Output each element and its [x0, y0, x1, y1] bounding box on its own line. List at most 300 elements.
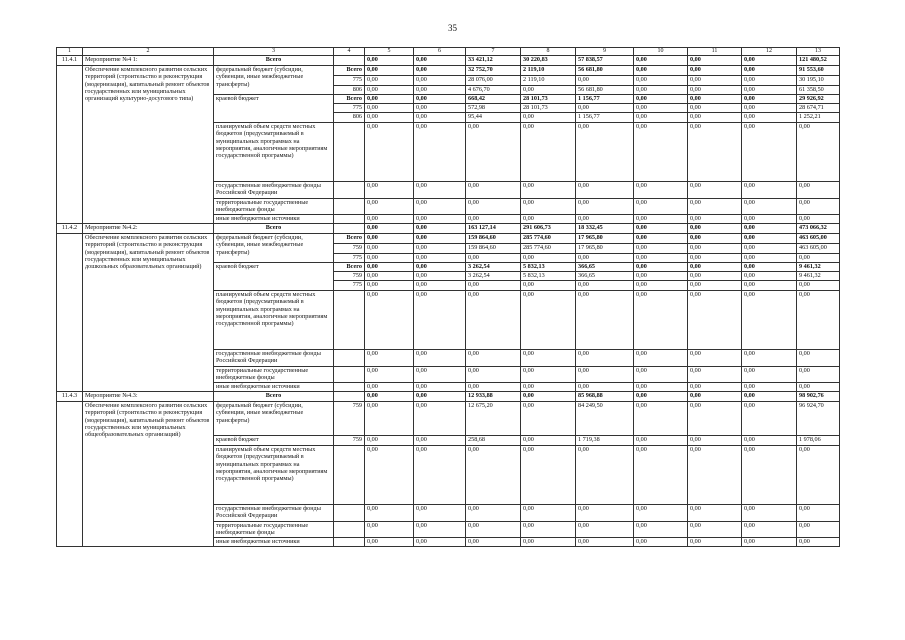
funding-source-cell: краевой бюджет: [214, 263, 334, 291]
value-cell-11: 0,00: [688, 104, 742, 113]
code-cell: 759: [334, 402, 365, 436]
column-number: 9: [576, 48, 634, 56]
column-number: 1: [57, 48, 83, 56]
value-cell-10: 0,00: [634, 95, 688, 104]
value-cell-12: 0,00: [742, 350, 797, 367]
value-cell-13: 9 461,32: [797, 263, 840, 272]
code-cell: Всего: [334, 263, 365, 272]
value-cell-10: 0,00: [634, 383, 688, 392]
column-number: 12: [742, 48, 797, 56]
value-cell-8: 2 119,10: [521, 76, 576, 86]
value-cell-10: 0,00: [634, 182, 688, 199]
funding-source-cell: федеральный бюджет (субсидии, субвенции, иные межбюджетные трансферты): [214, 66, 334, 95]
value-cell-8: 0,00: [521, 182, 576, 199]
row-number-cell: 11.4.2: [57, 224, 83, 234]
value-cell-7: 0,00: [466, 199, 521, 215]
column-number: 10: [634, 48, 688, 56]
value-cell-9: 366,65: [576, 263, 634, 272]
value-cell-5: 0,00: [365, 113, 414, 123]
value-cell-7: 163 127,14: [466, 224, 521, 234]
value-cell-10: 0,00: [634, 104, 688, 113]
value-cell-11: 0,00: [688, 392, 742, 402]
value-cell-9: 0,00: [576, 254, 634, 263]
row-number-cell: [57, 402, 83, 547]
value-cell-5: 0,00: [365, 392, 414, 402]
code-cell: [334, 350, 365, 367]
code-cell: [334, 182, 365, 199]
funding-source-cell: федеральный бюджет (субсидии, субвенции, иные межбюджетные трансферты): [214, 234, 334, 263]
value-cell-11: 0,00: [688, 505, 742, 522]
value-cell-9: 0,00: [576, 446, 634, 505]
value-cell-6: 0,00: [414, 254, 466, 263]
code-cell: 759: [334, 244, 365, 254]
value-cell-13: 28 674,71: [797, 104, 840, 113]
value-cell-7: 0,00: [466, 281, 521, 291]
code-cell: 775: [334, 254, 365, 263]
column-number: 3: [214, 48, 334, 56]
value-cell-8: 0,00: [521, 199, 576, 215]
code-cell: [334, 215, 365, 224]
value-cell-9: 1 156,77: [576, 113, 634, 123]
value-cell-8: 285 774,60: [521, 234, 576, 244]
value-cell-10: 0,00: [634, 199, 688, 215]
value-cell-10: 0,00: [634, 244, 688, 254]
code-cell: [334, 123, 365, 182]
value-cell-10: 0,00: [634, 263, 688, 272]
funding-source-cell: Всего: [214, 392, 334, 402]
value-cell-9: 17 965,80: [576, 234, 634, 244]
value-cell-5: 0,00: [365, 254, 414, 263]
value-cell-8: 0,00: [521, 86, 576, 95]
code-cell: Всего: [334, 234, 365, 244]
value-cell-6: 0,00: [414, 234, 466, 244]
value-cell-5: 0,00: [365, 199, 414, 215]
value-cell-12: 0,00: [742, 446, 797, 505]
value-cell-11: 0,00: [688, 244, 742, 254]
value-cell-5: 0,00: [365, 436, 414, 446]
value-cell-6: 0,00: [414, 350, 466, 367]
value-cell-13: 29 926,92: [797, 95, 840, 104]
value-cell-8: 0,00: [521, 505, 576, 522]
value-cell-7: 12 675,20: [466, 402, 521, 436]
value-cell-12: 0,00: [742, 123, 797, 182]
funding-source-cell: территориальные государственные внебюджетные фонды: [214, 367, 334, 383]
value-cell-5: 0,00: [365, 446, 414, 505]
value-cell-12: 0,00: [742, 522, 797, 538]
value-cell-9: 0,00: [576, 350, 634, 367]
value-cell-6: 0,00: [414, 244, 466, 254]
value-cell-12: 0,00: [742, 95, 797, 104]
value-cell-6: 0,00: [414, 95, 466, 104]
value-cell-7: 668,42: [466, 95, 521, 104]
funding-source-cell: иные внебюджетные источники: [214, 538, 334, 547]
value-cell-9: 0,00: [576, 76, 634, 86]
value-cell-6: 0,00: [414, 392, 466, 402]
value-cell-11: 0,00: [688, 215, 742, 224]
value-cell-13: 0,00: [797, 383, 840, 392]
value-cell-5: 0,00: [365, 505, 414, 522]
value-cell-6: 0,00: [414, 104, 466, 113]
column-number: 5: [365, 48, 414, 56]
value-cell-8: 0,00: [521, 383, 576, 392]
value-cell-6: 0,00: [414, 383, 466, 392]
value-cell-12: 0,00: [742, 392, 797, 402]
value-cell-8: 0,00: [521, 367, 576, 383]
code-cell: [334, 505, 365, 522]
value-cell-9: 84 249,50: [576, 402, 634, 436]
value-cell-9: 1 156,77: [576, 95, 634, 104]
table-row: [57, 392, 840, 402]
value-cell-10: 0,00: [634, 56, 688, 66]
value-cell-7: 0,00: [466, 215, 521, 224]
value-cell-9: 0,00: [576, 505, 634, 522]
value-cell-6: 0,00: [414, 436, 466, 446]
code-cell: 759: [334, 436, 365, 446]
page-number: 35: [448, 23, 457, 33]
value-cell-9: 0,00: [576, 104, 634, 113]
value-cell-6: 0,00: [414, 123, 466, 182]
value-cell-12: 0,00: [742, 86, 797, 95]
value-cell-12: 0,00: [742, 234, 797, 244]
value-cell-5: 0,00: [365, 281, 414, 291]
code-cell: Всего: [334, 66, 365, 76]
value-cell-10: 0,00: [634, 402, 688, 436]
value-cell-7: 3 262,54: [466, 272, 521, 281]
value-cell-6: 0,00: [414, 505, 466, 522]
value-cell-5: 0,00: [365, 244, 414, 254]
value-cell-10: 0,00: [634, 234, 688, 244]
value-cell-12: 0,00: [742, 182, 797, 199]
value-cell-5: 0,00: [365, 350, 414, 367]
value-cell-12: 0,00: [742, 104, 797, 113]
funding-source-cell: государственные внебюджетные фонды Российской Федерации: [214, 350, 334, 367]
value-cell-11: 0,00: [688, 234, 742, 244]
event-title-cell: Мероприятие №4.3:: [83, 392, 214, 402]
value-cell-6: 0,00: [414, 215, 466, 224]
code-cell: 775: [334, 281, 365, 291]
value-cell-5: 0,00: [365, 272, 414, 281]
value-cell-7: 0,00: [466, 505, 521, 522]
value-cell-11: 0,00: [688, 95, 742, 104]
funding-source-cell: краевой бюджет: [214, 95, 334, 123]
value-cell-10: 0,00: [634, 254, 688, 263]
value-cell-7: 0,00: [466, 123, 521, 182]
value-cell-7: 572,98: [466, 104, 521, 113]
value-cell-7: 0,00: [466, 291, 521, 350]
funding-source-cell: Всего: [214, 224, 334, 234]
value-cell-9: 0,00: [576, 182, 634, 199]
value-cell-5: 0,00: [365, 538, 414, 547]
value-cell-10: 0,00: [634, 538, 688, 547]
value-cell-10: 0,00: [634, 392, 688, 402]
value-cell-9: 85 968,88: [576, 392, 634, 402]
value-cell-7: 12 933,88: [466, 392, 521, 402]
table-row: [57, 402, 840, 436]
value-cell-9: 0,00: [576, 215, 634, 224]
value-cell-5: 0,00: [365, 56, 414, 66]
value-cell-13: 1 978,06: [797, 436, 840, 446]
funding-source-cell: иные внебюджетные источники: [214, 383, 334, 392]
value-cell-5: 0,00: [365, 402, 414, 436]
value-cell-8: 0,00: [521, 123, 576, 182]
value-cell-9: 366,65: [576, 272, 634, 281]
code-cell: [334, 392, 365, 402]
value-cell-10: 0,00: [634, 76, 688, 86]
value-cell-6: 0,00: [414, 86, 466, 95]
value-cell-10: 0,00: [634, 291, 688, 350]
value-cell-7: 0,00: [466, 522, 521, 538]
value-cell-12: 0,00: [742, 66, 797, 76]
value-cell-7: 0,00: [466, 254, 521, 263]
column-number: 8: [521, 48, 576, 56]
value-cell-5: 0,00: [365, 95, 414, 104]
value-cell-10: 0,00: [634, 367, 688, 383]
value-cell-10: 0,00: [634, 224, 688, 234]
value-cell-11: 0,00: [688, 402, 742, 436]
table-row: [57, 234, 840, 244]
event-title-cell: Мероприятие №4.2:: [83, 224, 214, 234]
value-cell-5: 0,00: [365, 215, 414, 224]
value-cell-13: 9 461,32: [797, 272, 840, 281]
value-cell-11: 0,00: [688, 182, 742, 199]
code-cell: [334, 522, 365, 538]
value-cell-12: 0,00: [742, 291, 797, 350]
value-cell-9: 17 965,80: [576, 244, 634, 254]
value-cell-13: 0,00: [797, 182, 840, 199]
value-cell-7: 159 864,60: [466, 244, 521, 254]
value-cell-6: 0,00: [414, 263, 466, 272]
funding-source-cell: планируемый объем средств местных бюджетов (предусматриваемый в муниципальных программах на мероприятия, аналогичные мероприятиям государственной программы): [214, 291, 334, 350]
value-cell-13: 0,00: [797, 505, 840, 522]
value-cell-12: 0,00: [742, 76, 797, 86]
value-cell-5: 0,00: [365, 224, 414, 234]
value-cell-13: 0,00: [797, 199, 840, 215]
value-cell-8: 28 101,73: [521, 95, 576, 104]
funding-source-cell: иные внебюджетные источники: [214, 215, 334, 224]
column-number: 11: [688, 48, 742, 56]
value-cell-10: 0,00: [634, 436, 688, 446]
value-cell-8: 0,00: [521, 350, 576, 367]
value-cell-10: 0,00: [634, 505, 688, 522]
event-description-cell: Обеспечение комплексного развития сельских территорий (строительство и реконструкция (модернизация), капитальный ремонт объектов государственных или муниципальных дошкольных образовательных организаций): [83, 234, 214, 392]
value-cell-9: 0,00: [576, 123, 634, 182]
funding-source-cell: планируемый объем средств местных бюджетов (предусматриваемый в муниципальных программах на мероприятия, аналогичные мероприятиям государственной программы): [214, 123, 334, 182]
value-cell-13: 91 553,60: [797, 66, 840, 76]
code-cell: 806: [334, 113, 365, 123]
table-row: [57, 224, 840, 234]
value-cell-9: 0,00: [576, 367, 634, 383]
value-cell-8: 0,00: [521, 281, 576, 291]
value-cell-10: 0,00: [634, 113, 688, 123]
value-cell-5: 0,00: [365, 234, 414, 244]
value-cell-6: 0,00: [414, 446, 466, 505]
value-cell-11: 0,00: [688, 254, 742, 263]
value-cell-13: 0,00: [797, 254, 840, 263]
funding-source-cell: территориальные государственные внебюджетные фонды: [214, 522, 334, 538]
value-cell-12: 0,00: [742, 281, 797, 291]
value-cell-7: 33 421,12: [466, 56, 521, 66]
column-number-row: [57, 48, 840, 56]
event-description-cell: Обеспечение комплексного развития сельских территорий (строительство и реконструкция (модернизация), капитальный ремонт объектов государственных или муниципальных организаций культурно-досугового типа): [83, 66, 214, 224]
value-cell-5: 0,00: [365, 291, 414, 350]
value-cell-13: 0,00: [797, 522, 840, 538]
funding-source-cell: планируемый объем средств местных бюджетов (предусматриваемый в муниципальных программах на мероприятия, аналогичные мероприятиям государственной программы): [214, 446, 334, 505]
value-cell-8: 0,00: [521, 113, 576, 123]
value-cell-11: 0,00: [688, 263, 742, 272]
value-cell-8: 5 832,13: [521, 272, 576, 281]
value-cell-11: 0,00: [688, 522, 742, 538]
value-cell-10: 0,00: [634, 86, 688, 95]
value-cell-13: 0,00: [797, 446, 840, 505]
code-cell: [334, 199, 365, 215]
value-cell-8: 30 220,83: [521, 56, 576, 66]
value-cell-11: 0,00: [688, 86, 742, 95]
value-cell-13: 121 480,52: [797, 56, 840, 66]
value-cell-10: 0,00: [634, 350, 688, 367]
value-cell-12: 0,00: [742, 538, 797, 547]
value-cell-5: 0,00: [365, 263, 414, 272]
value-cell-7: 0,00: [466, 367, 521, 383]
value-cell-11: 0,00: [688, 281, 742, 291]
value-cell-8: 0,00: [521, 392, 576, 402]
value-cell-12: 0,00: [742, 272, 797, 281]
code-cell: 775: [334, 76, 365, 86]
value-cell-12: 0,00: [742, 367, 797, 383]
value-cell-9: 57 838,57: [576, 56, 634, 66]
value-cell-13: 0,00: [797, 123, 840, 182]
value-cell-6: 0,00: [414, 538, 466, 547]
value-cell-6: 0,00: [414, 56, 466, 66]
column-number: 13: [797, 48, 840, 56]
code-cell: [334, 56, 365, 66]
value-cell-12: 0,00: [742, 224, 797, 234]
value-cell-12: 0,00: [742, 56, 797, 66]
code-cell: [334, 367, 365, 383]
code-cell: [334, 224, 365, 234]
value-cell-6: 0,00: [414, 113, 466, 123]
funding-source-cell: краевой бюджет: [214, 436, 334, 446]
value-cell-11: 0,00: [688, 199, 742, 215]
value-cell-13: 463 605,00: [797, 244, 840, 254]
value-cell-6: 0,00: [414, 224, 466, 234]
value-cell-11: 0,00: [688, 383, 742, 392]
value-cell-13: 0,00: [797, 350, 840, 367]
code-cell: 775: [334, 104, 365, 113]
value-cell-12: 0,00: [742, 263, 797, 272]
value-cell-9: 0,00: [576, 383, 634, 392]
value-cell-6: 0,00: [414, 199, 466, 215]
value-cell-11: 0,00: [688, 350, 742, 367]
column-number: 2: [83, 48, 214, 56]
value-cell-11: 0,00: [688, 367, 742, 383]
value-cell-10: 0,00: [634, 66, 688, 76]
row-number-cell: 11.4.1: [57, 56, 83, 66]
value-cell-9: 0,00: [576, 291, 634, 350]
table-row: [57, 56, 840, 66]
value-cell-13: 96 924,70: [797, 402, 840, 436]
value-cell-6: 0,00: [414, 522, 466, 538]
code-cell: [334, 538, 365, 547]
value-cell-7: 0,00: [466, 383, 521, 392]
column-number: 7: [466, 48, 521, 56]
value-cell-12: 0,00: [742, 244, 797, 254]
value-cell-8: 285 774,60: [521, 244, 576, 254]
value-cell-9: 1 719,38: [576, 436, 634, 446]
value-cell-8: 0,00: [521, 291, 576, 350]
value-cell-8: 0,00: [521, 522, 576, 538]
table-row: [57, 66, 840, 76]
value-cell-11: 0,00: [688, 446, 742, 505]
value-cell-11: 0,00: [688, 76, 742, 86]
value-cell-10: 0,00: [634, 215, 688, 224]
code-cell: [334, 446, 365, 505]
value-cell-10: 0,00: [634, 123, 688, 182]
code-cell: [334, 383, 365, 392]
value-cell-13: 0,00: [797, 215, 840, 224]
value-cell-10: 0,00: [634, 522, 688, 538]
value-cell-12: 0,00: [742, 436, 797, 446]
code-cell: [334, 291, 365, 350]
value-cell-7: 0,00: [466, 538, 521, 547]
value-cell-8: 0,00: [521, 402, 576, 436]
value-cell-10: 0,00: [634, 281, 688, 291]
value-cell-5: 0,00: [365, 522, 414, 538]
column-number: 4: [334, 48, 365, 56]
value-cell-11: 0,00: [688, 113, 742, 123]
budget-table: [56, 47, 840, 547]
value-cell-13: 0,00: [797, 281, 840, 291]
value-cell-13: 0,00: [797, 538, 840, 547]
funding-source-cell: территориальные государственные внебюджетные фонды: [214, 199, 334, 215]
value-cell-11: 0,00: [688, 123, 742, 182]
row-number-cell: 11.4.3: [57, 392, 83, 402]
value-cell-12: 0,00: [742, 215, 797, 224]
value-cell-13: 1 252,21: [797, 113, 840, 123]
value-cell-6: 0,00: [414, 281, 466, 291]
value-cell-7: 0,00: [466, 182, 521, 199]
value-cell-5: 0,00: [365, 104, 414, 113]
funding-source-cell: Всего: [214, 56, 334, 66]
value-cell-9: 0,00: [576, 281, 634, 291]
value-cell-9: 56 681,80: [576, 66, 634, 76]
value-cell-5: 0,00: [365, 86, 414, 95]
value-cell-8: 0,00: [521, 538, 576, 547]
value-cell-13: 463 605,00: [797, 234, 840, 244]
value-cell-11: 0,00: [688, 56, 742, 66]
value-cell-12: 0,00: [742, 254, 797, 263]
event-title-cell: Мероприятие №4 1:: [83, 56, 214, 66]
value-cell-8: 0,00: [521, 436, 576, 446]
value-cell-12: 0,00: [742, 383, 797, 392]
funding-source-cell: государственные внебюджетные фонды Российской Федерации: [214, 182, 334, 199]
value-cell-6: 0,00: [414, 66, 466, 76]
funding-source-cell: федеральный бюджет (субсидии, субвенции, иные межбюджетные трансферты): [214, 402, 334, 436]
value-cell-9: 0,00: [576, 199, 634, 215]
value-cell-13: 61 358,50: [797, 86, 840, 95]
value-cell-5: 0,00: [365, 76, 414, 86]
value-cell-11: 0,00: [688, 224, 742, 234]
column-number: 6: [414, 48, 466, 56]
value-cell-6: 0,00: [414, 182, 466, 199]
value-cell-12: 0,00: [742, 402, 797, 436]
value-cell-8: 291 606,73: [521, 224, 576, 234]
value-cell-10: 0,00: [634, 272, 688, 281]
value-cell-7: 4 676,70: [466, 86, 521, 95]
value-cell-7: 0,00: [466, 446, 521, 505]
value-cell-6: 0,00: [414, 367, 466, 383]
value-cell-6: 0,00: [414, 402, 466, 436]
event-description-cell: Обеспечение комплексного развития сельских территорий (строительство и реконструкция (модернизация), капитальный ремонт объектов государственных или муниципальных общеобразовательных организаций): [83, 402, 214, 547]
